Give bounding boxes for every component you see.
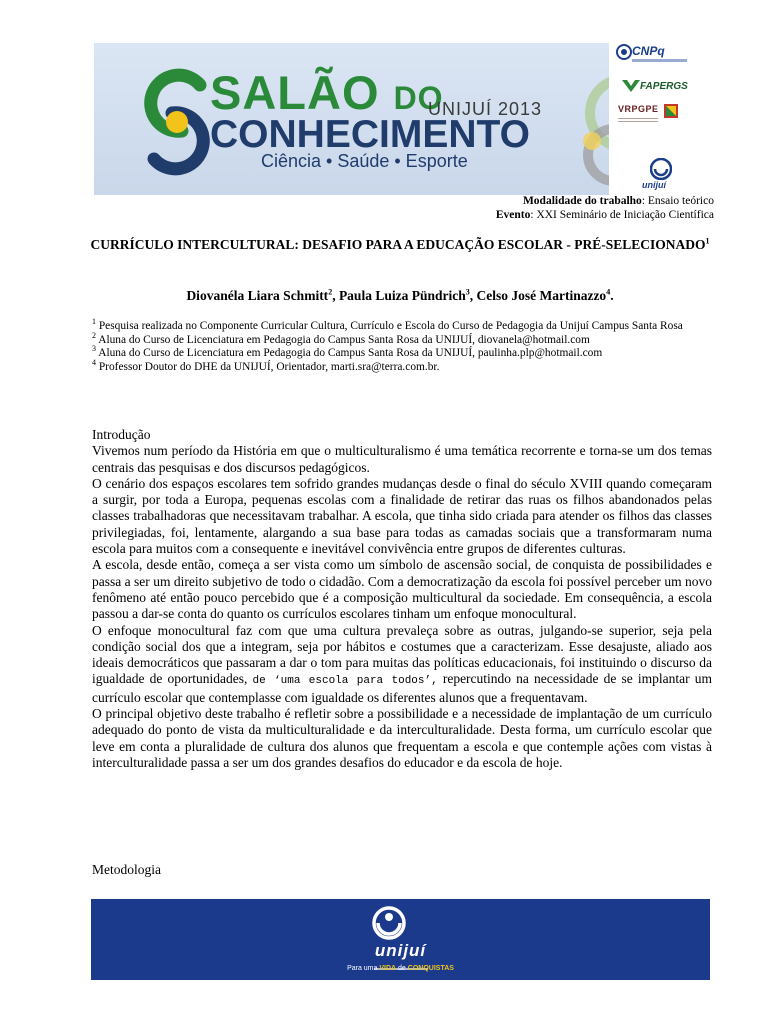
event-banner bbox=[94, 43, 609, 195]
modalidade-value: : Ensaio teórico bbox=[641, 195, 714, 207]
paragraph: Vivemos num período da História em que o multiculturalismo é uma temática recorrente e torna-se um dos temas centrais das pesquisas e dos discursos pedagógicos. bbox=[92, 443, 712, 475]
document-title: CURRÍCULO INTERCULTURAL: DESAFIO PARA A EDUCAÇÃO ESCOLAR - PRÉ-SELECIONADO$^1$ bbox=[90, 236, 710, 252]
vrpgpe-logo: VRPGPE bbox=[618, 104, 659, 114]
footnote: $^3$ Aluna do Curso de Licenciatura em Pedagogia do Campus Santa Rosa da UNIJUÍ, paulinha.plp@hotmail.com bbox=[92, 344, 603, 359]
cnpq-logo: CNPq bbox=[632, 44, 665, 58]
author-name: Paula Luiza Pündrich bbox=[338, 288, 466, 303]
section-heading-introducao: Introdução bbox=[92, 427, 151, 442]
evento-value: : XXI Seminário de Iniciação Científica bbox=[530, 209, 714, 221]
work-metadata bbox=[496, 194, 714, 222]
paragraph: O enfoque monocultural faz com que uma cultura prevaleça sobre as outras, julgando-se superior, seja pela condição social dos que a integram, seja por hábitos e costumes que a caracterizam. Esse desajuste, aliado aos ideais democráticos que passaram a dar o tom para muitas das políticas educacionais, foi instituindo o discurso da igualdade de oportunidades, de ‘uma escola para todos’, repercutindo na necessidade de se implantar um currículo escolar que contemplasse com igualdade os diferentes alunos que a frequentavam. bbox=[92, 622, 712, 705]
unijui-logo-icon bbox=[650, 158, 672, 180]
salao-logo-icon bbox=[142, 67, 212, 177]
footnote: $^1$ Pesquisa realizada no Componente Curricular Cultura, Currículo e Escola do Curso de Pedagogia da Unijuí Campus Santa Rosa bbox=[92, 317, 683, 332]
vrpgpe-logo-subtext bbox=[618, 118, 658, 124]
footer-unijui-logo: unijuí bbox=[374, 941, 427, 960]
author-name: Diovanéla Liara Schmitt bbox=[186, 288, 329, 303]
banner-year: UNIJUÍ 2013 bbox=[428, 99, 543, 119]
unijui-logo: unijuí bbox=[642, 180, 666, 190]
cnpq-logo-subtext bbox=[632, 59, 687, 62]
section-heading-metodologia: Metodologia bbox=[92, 862, 161, 877]
footnotes bbox=[92, 317, 712, 374]
footnote: $^4$ Professor Doutor do DHE da UNIJUÍ, Orientador, marti.sra@terra.com.br. bbox=[92, 357, 440, 373]
authors-line: Diovanéla Liara Schmitt$^2$, Paula Luiza Pündrich$^3$, Celso José Martinazzo$^4$. bbox=[186, 287, 614, 303]
fapergs-logo-icon bbox=[622, 80, 640, 92]
banner-title-line1: SALÃO DO bbox=[210, 66, 444, 119]
unijui-emblem-icon bbox=[369, 905, 409, 945]
paragraph: O cenário dos espaços escolares tem sofrido grandes mudanças desde o final do século XVIII quando começaram a surgir, por toda a Europa, pequenas escolas com a finalidade de retirar das ruas os filhos abandonados pelas classes trabalhadoras que necessitavam trabalhar. A escola, que tinha sido criada para atender os filhos das classes privilegiadas, foi, lentamente, alargando a sua base para todas as camadas sociais que a transformaram numa escola para muitos com a consequente e inevitável convivência entre grupos de diferentes culturas. bbox=[92, 475, 712, 557]
cnpq-logo-icon bbox=[616, 44, 632, 60]
fapergs-logo: FAPERGS bbox=[640, 81, 688, 92]
footnote: $^2$ Aluna do Curso de Licenciatura em Pedagogia do Campus Santa Rosa da UNIJUÍ, diovanela@hotmail.com bbox=[92, 330, 590, 346]
banner-title-line2: CONHECIMENTO bbox=[210, 113, 530, 156]
paragraph: A escola, desde então, começa a ser vista como um símbolo de ascensão social, de conquista de possibilidades e passa a ser um direito subjetivo de todo o cidadão. Com a democratização da escola foi possível perceber um novo fenômeno até então pouco percebido que é a composição multicultural da sociedade. Em consequência, a escola passou a dar-se conta do quanto os currículos escolares tinham um enfoque monocultural. bbox=[92, 557, 712, 622]
footer-slogan: Para uma VIDA de CONQUISTAS bbox=[347, 965, 454, 972]
sponsor-logos bbox=[614, 40, 704, 195]
author-name: Celso José Martinazzo bbox=[476, 288, 607, 303]
decorative-rings-icon bbox=[564, 63, 609, 193]
footer-logo-subtext bbox=[91, 957, 710, 961]
footer-banner bbox=[91, 899, 710, 980]
paragraph: O principal objetivo deste trabalho é refletir sobre a possibilidade e a necessidade de implantação de um currículo adequado do ponto de vista da multiculturalidade e da interculturalidade. Desta forma, um currículo escolar que leve em conta a pluralidade de cultura dos alunos que frequentam a escola e que contemple ações com vistas à interculturalidade passa a ser um dos grandes desafios do educador e da escola de hoje. bbox=[92, 706, 712, 770]
banner-tagline: Ciência • Saúde • Esporte bbox=[261, 151, 468, 171]
evento-label: Evento bbox=[495, 209, 531, 221]
vrpgpe-emblem-icon bbox=[662, 102, 680, 120]
modalidade-label: Modalidade do trabalho bbox=[522, 195, 642, 207]
body-text bbox=[92, 427, 712, 771]
